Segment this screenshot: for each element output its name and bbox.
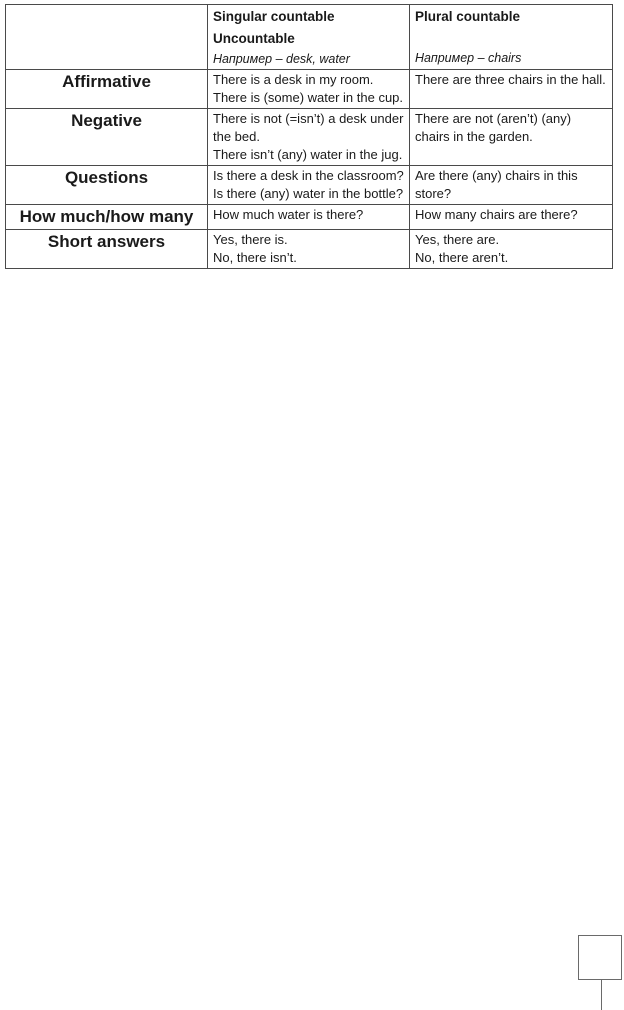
plural-cell (410, 166, 613, 205)
row-label-affirmative: Affirmative (6, 70, 208, 109)
row-label-how-much-how-many: How much/how many (6, 205, 208, 230)
plural-cell (410, 205, 613, 230)
plural-cell (410, 109, 613, 166)
singular-countable-title: Singular countable (213, 9, 335, 24)
uncountable-title: Uncountable (213, 31, 295, 46)
table-cell-line: There are three chairs in the hall. (415, 72, 606, 87)
page-number-tick (601, 980, 602, 1010)
header-spacer (415, 28, 608, 49)
plural-countable-title: Plural countable (415, 9, 521, 24)
table-cell-line: There isn’t (any) water in the jug. (213, 147, 403, 162)
table-cell-line: Yes, there is. (213, 232, 288, 247)
table-cell-line: There is a desk in my room. (213, 72, 374, 87)
singular-cell (208, 70, 410, 109)
table-cell-line: How much water is there? (213, 207, 364, 222)
plural-example: Например – chairs (415, 51, 522, 65)
table-cell-line: Is there a desk in the classroom? (213, 168, 404, 183)
table-cell-line: No, there isn’t. (213, 250, 297, 265)
header-singular-cell (208, 5, 410, 70)
header-plural-cell (410, 5, 613, 70)
singular-cell (208, 109, 410, 166)
singular-example: Например – desk, water (213, 52, 350, 66)
table-row-negative (6, 109, 613, 166)
header-row (6, 5, 613, 70)
table-cell-line: Are there (any) chairs in this store? (415, 168, 578, 201)
singular-cell (208, 166, 410, 205)
table-cell-line: Is there (any) water in the bottle? (213, 186, 404, 201)
plural-cell (410, 230, 613, 269)
header-empty-cell (6, 5, 208, 70)
row-label-questions: Questions (6, 166, 208, 205)
row-label-short-answers: Short answers (6, 230, 208, 269)
table-cell-line: There is not (=isn’t) a desk under the bed. (213, 111, 404, 144)
plural-cell (410, 70, 613, 109)
table-row-questions (6, 166, 613, 205)
singular-cell (208, 230, 410, 269)
table-cell-line: How many chairs are there? (415, 207, 578, 222)
singular-cell (208, 205, 410, 230)
table-cell-line: No, there aren’t. (415, 250, 509, 265)
grammar-table (5, 4, 613, 269)
table-cell-line: Yes, there are. (415, 232, 500, 247)
table-cell-line: There is (some) water in the cup. (213, 90, 404, 105)
page-number-box (578, 935, 622, 980)
table-row-short-answers (6, 230, 613, 269)
table-row-how-much (6, 205, 613, 230)
table-row-affirmative (6, 70, 613, 109)
table-cell-line: There are not (aren’t) (any) chairs in the garden. (415, 111, 572, 144)
row-label-negative: Negative (6, 109, 208, 166)
